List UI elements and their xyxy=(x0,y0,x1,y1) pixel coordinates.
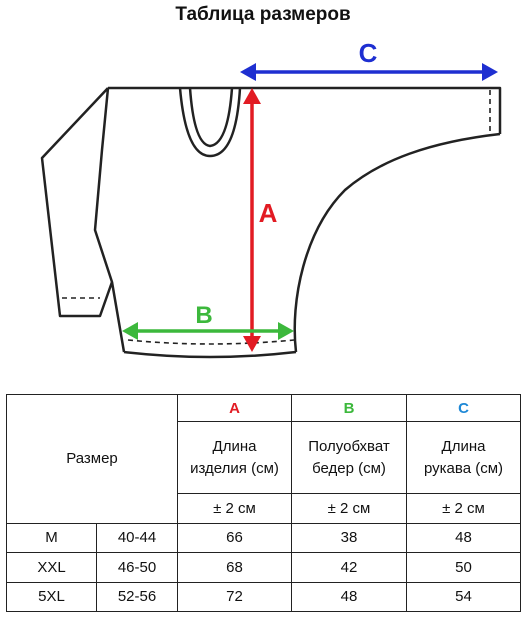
value-b-cell: 48 xyxy=(292,582,407,611)
column-desc-a-line2: изделия (см) xyxy=(190,459,279,477)
column-desc-b-line1: Полуобхват xyxy=(308,437,390,455)
garment-diagram xyxy=(0,28,526,368)
column-desc-a-line1: Длина xyxy=(212,437,257,455)
column-letter-b: B xyxy=(292,395,407,422)
value-b-cell: 42 xyxy=(292,553,407,582)
column-letter-a: A xyxy=(178,395,292,422)
label-c: C xyxy=(358,38,378,68)
column-desc-c-line2: рукава (см) xyxy=(423,459,504,477)
column-desc-b xyxy=(292,422,407,494)
column-desc-a xyxy=(178,422,292,494)
range-cell: 52-56 xyxy=(97,582,178,611)
table-row xyxy=(7,553,521,582)
tolerance-a: ± 2 см xyxy=(178,494,292,523)
size-header: Размер xyxy=(7,395,178,524)
tolerance-b: ± 2 см xyxy=(292,494,407,523)
label-a: A xyxy=(258,198,278,228)
column-desc-c xyxy=(407,422,521,494)
table-row xyxy=(7,582,521,611)
value-c-cell: 48 xyxy=(407,523,521,552)
size-cell: XXL xyxy=(7,553,97,582)
value-c-cell: 50 xyxy=(407,553,521,582)
size-cell: 5XL xyxy=(7,582,97,611)
value-b-cell: 38 xyxy=(292,523,407,552)
size-table xyxy=(6,394,521,612)
column-desc-b-line2: бедер (см) xyxy=(312,459,386,477)
page-title: Таблица размеров xyxy=(175,4,351,25)
value-a-cell: 72 xyxy=(178,582,292,611)
size-cell: M xyxy=(7,523,97,552)
table-row xyxy=(7,523,521,552)
range-cell: 46-50 xyxy=(97,553,178,582)
value-c-cell: 54 xyxy=(407,582,521,611)
column-letter-c: C xyxy=(407,395,521,422)
label-b: B xyxy=(195,302,213,329)
column-desc-c-line1: Длина xyxy=(441,437,486,455)
tolerance-c: ± 2 см xyxy=(407,494,521,523)
value-a-cell: 68 xyxy=(178,553,292,582)
value-a-cell: 66 xyxy=(178,523,292,552)
range-cell: 40-44 xyxy=(97,523,178,552)
